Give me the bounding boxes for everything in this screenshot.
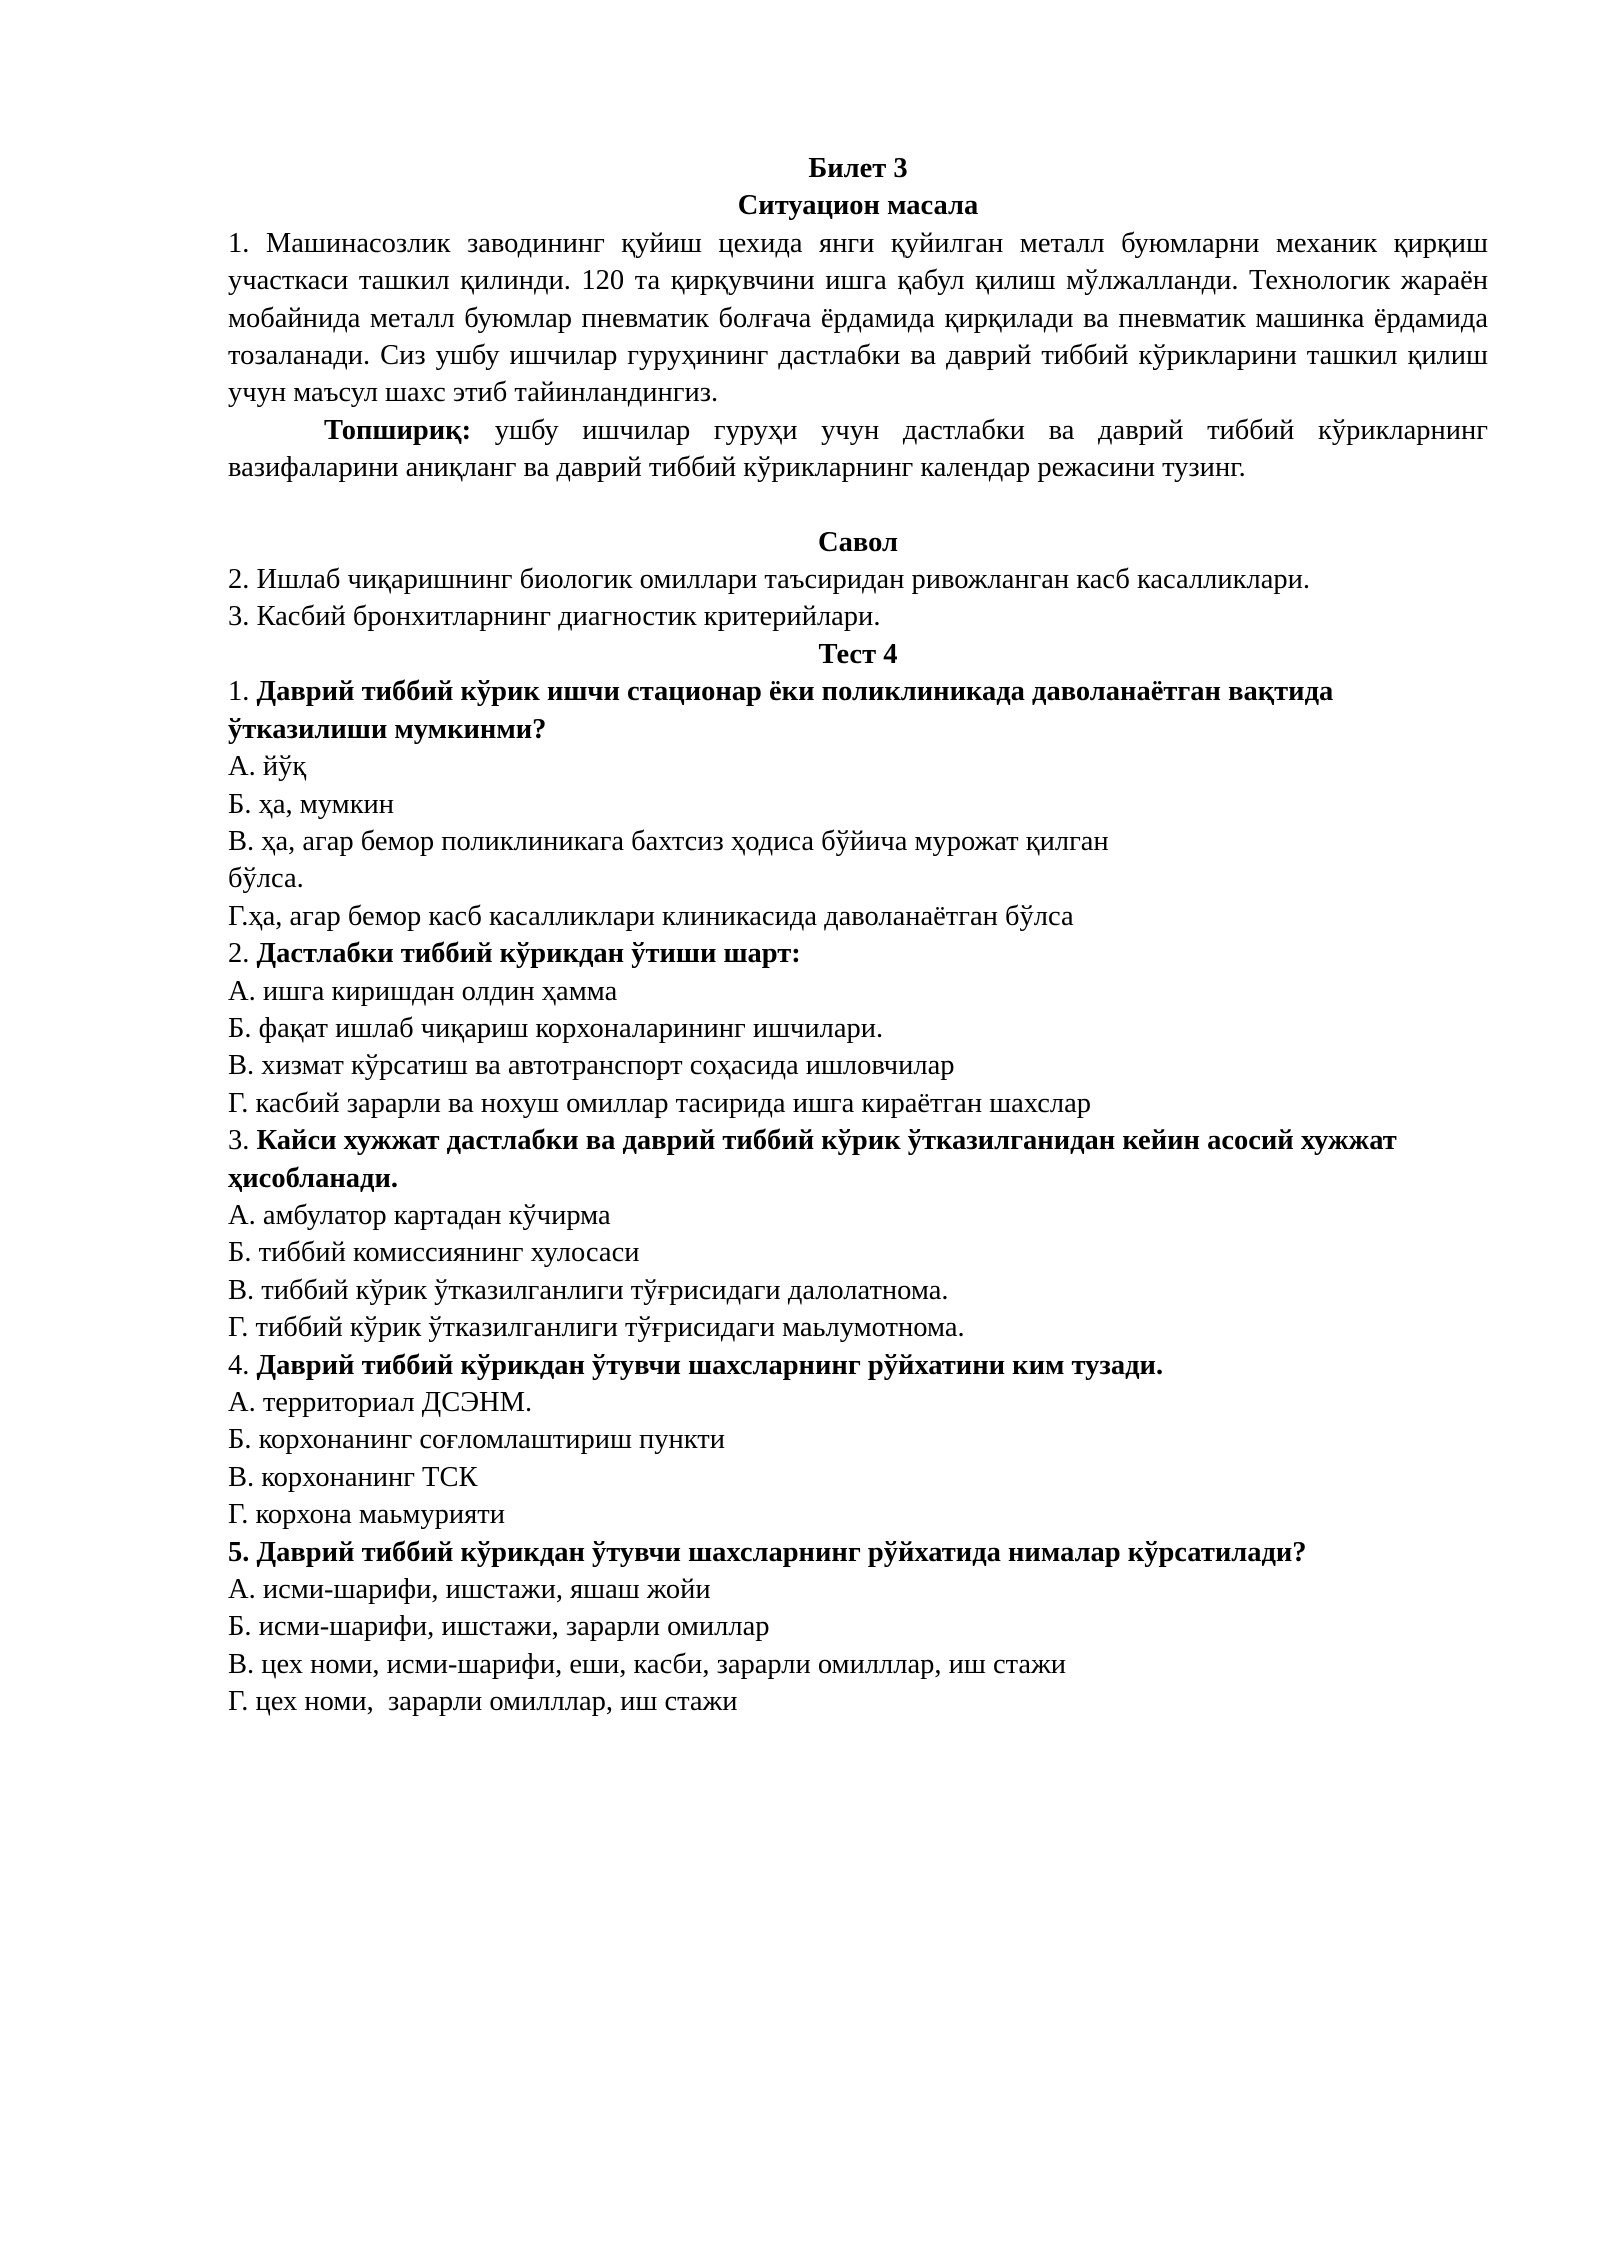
test-question-4 (228, 1347, 1488, 1534)
test-option: Г. цех номи, зарарли омилллар, иш стажи (228, 1686, 738, 1718)
test-question-5 (228, 1534, 1488, 1721)
test-option: Б. фақат ишлаб чиқариш корхоналарининг ишчилари. (228, 1012, 884, 1044)
task-text: ушбу ишчилар гуруҳи учун дастлабки ва даврий тиббий кўрикларнинг вазифаларини аниқланг ва даврий тиббий кўрикларнинг календар режасини тузинг. (228, 414, 1488, 484)
test-option: А. ишга киришдан олдин ҳамма (228, 975, 618, 1007)
test-option: А. амбулатор картадан кўчирма (228, 1199, 611, 1231)
test-option: Б. тиббий комиссиянинг хулосаси (228, 1237, 640, 1269)
test-title: Тест 4 (818, 638, 898, 670)
test-question-3 (228, 1122, 1488, 1346)
test-question-body: Кайси хужжат дастлабки ва даврий тиббий кўрик ўтказилганидан кейин асосий хужжат ҳисобланади. (228, 1125, 1397, 1194)
test-question-number: 3. (228, 1125, 257, 1157)
test-option: В. ҳа, агар бемор поликлиникага бахтсиз ҳодиса бўйича мурожат қилган (228, 825, 1109, 857)
test-option: Г. тиббий кўрик ўтказилганлиги тўғрисидаги маьлумотнома. (228, 1312, 965, 1344)
spacer (228, 487, 1488, 524)
test-option: В. цех номи, исми-шарифи, еши, касби, зарарли омилллар, иш стажи (228, 1648, 1067, 1680)
test-option: А. исми-шарифи, ишстажи, яшаш жойи (228, 1574, 711, 1606)
test-option: бўлса. (228, 863, 304, 895)
test-question-text (228, 673, 1488, 748)
test-option: А. территориал ДСЭНМ. (228, 1387, 533, 1418)
questions-title: Савол (818, 526, 898, 558)
test-question-body: Даврий тиббий кўрикдан ўтувчи шахсларнинг рўйхатида нималар кўрсатилади? (256, 1536, 1307, 1568)
question-item: 3. Касбий бронхитларнинг диагностик критерийлари. (228, 601, 881, 633)
test-option: Б. ҳа, мумкин (228, 788, 395, 820)
test-question-1 (228, 673, 1488, 935)
test-option: Б. исми-шарифи, ишстажи, зарарли омиллар (228, 1611, 770, 1643)
test-option: Г. касбий зарарли ва нохуш омиллар тасирида ишга кираётган шахслар (228, 1087, 1091, 1119)
task-label: Топшириқ: (324, 414, 472, 446)
test-question-body: Дастлабки тиббий кўрикдан ўтиши шарт: (256, 938, 801, 970)
task-paragraph (228, 412, 1488, 487)
test-option: В. хизмат кўрсатиш ва автотранспорт соҳасида ишловчилар (228, 1050, 955, 1082)
test-option: В. корхонанинг ТСК (228, 1461, 478, 1493)
test-option: Г. корхона маьмурияти (228, 1499, 505, 1531)
test-option: А. йўқ (228, 751, 307, 783)
test-option: Б. корхонанинг соғломлаштириш пункти (228, 1424, 725, 1456)
test-question-body: Даврий тиббий кўрик ишчи стационар ёки поликлиникада даволанаётган вақтида ўтказилиши мумкинми? (228, 676, 1334, 745)
test-question-text (228, 1347, 1488, 1384)
test-question-text (228, 935, 1488, 972)
situation-title: Ситуацион масала (737, 190, 979, 222)
question-item: 2. Ишлаб чиқаришнинг биологик омиллари таъсиридан ривожланган касб касалликлари. (228, 564, 1310, 596)
document-page (228, 150, 1488, 1721)
test-question-body: Даврий тиббий кўрикдан ўтувчи шахсларнинг рўйхатини ким тузади. (256, 1349, 1164, 1381)
test-question-number: 1. (228, 676, 257, 708)
test-question-2 (228, 935, 1488, 1122)
ticket-title: Билет 3 (808, 153, 908, 184)
test-option: Г.ҳа, агар бемор касб касалликлари клиникасида даволанаётган бўлса (228, 900, 1074, 932)
situation-text: 1. Машинасозлик заводининг қуйиш цехида янги қуйилган металл буюмларни механик қирқиш участкаси ташкил қилинди. 120 та қирқувчини ишга қабул қилиш мўлжалланди. Технологик жараён мобайнида металл буюмлар пневматик болғача ёрдамида қирқилади ва пневматик машинка ёрдамида тозаланади. Сиз ушбу ишчилар гуруҳининг дастлабки ва даврий тиббий кўрикларини ташкил қилиш учун маъсул шахс этиб тайинландингиз. (228, 227, 1488, 409)
test-question-number: 5. (228, 1536, 257, 1568)
test-question-text (228, 1534, 1488, 1571)
test-question-number: 2. (228, 938, 257, 970)
test-option: В. тиббий кўрик ўтказилганлиги тўғрисидаги далолатнома. (228, 1274, 949, 1306)
test-question-number: 4. (228, 1349, 257, 1381)
test-question-text (228, 1122, 1488, 1197)
